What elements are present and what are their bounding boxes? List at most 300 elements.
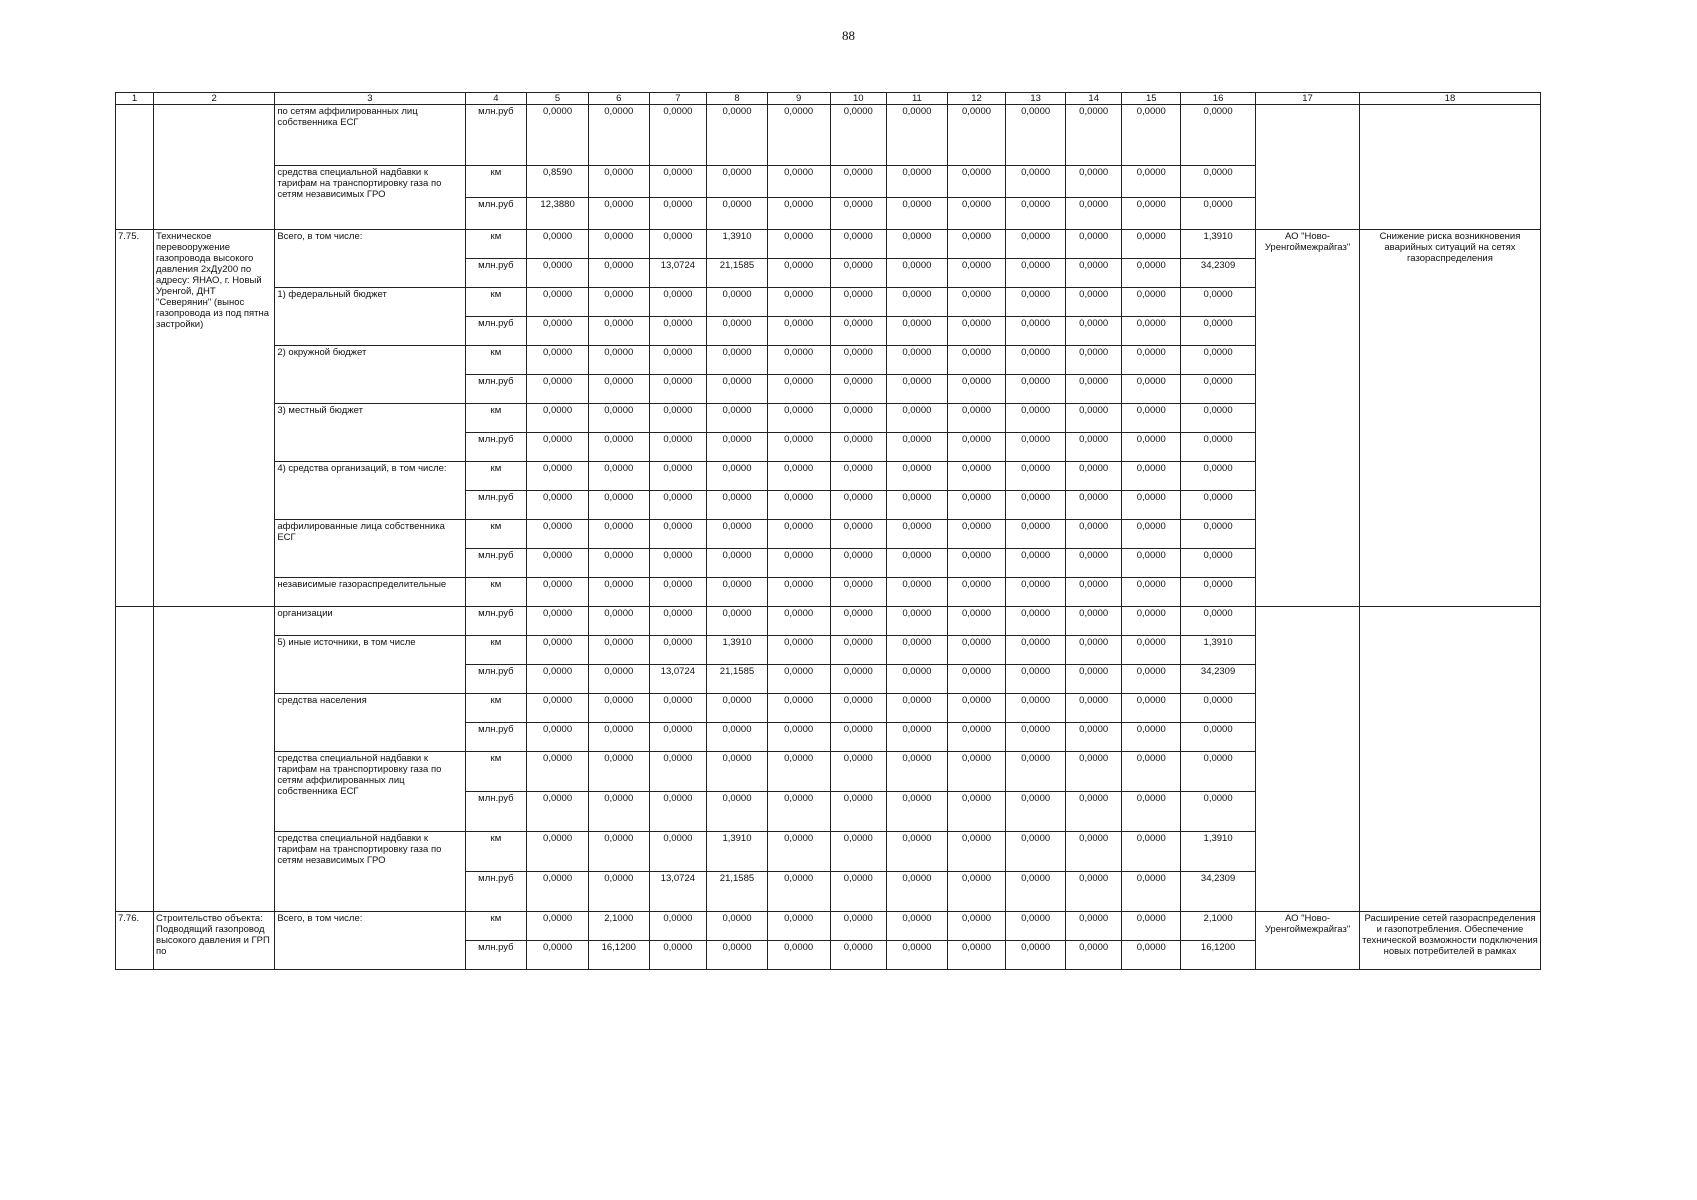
value-cell: 0,0000: [830, 317, 887, 346]
column-header-9: 9: [767, 93, 830, 105]
funding-source-label: 4) средства организаций, в том числе:: [275, 462, 465, 520]
value-cell: 0,0000: [1122, 607, 1181, 636]
column-header-4: 4: [465, 93, 527, 105]
value-cell: 0,0000: [947, 665, 1006, 694]
value-cell: 0,0000: [947, 912, 1006, 941]
unit-cell: км: [465, 832, 527, 872]
column-header-16: 16: [1181, 93, 1256, 105]
value-cell: 0,0000: [527, 491, 589, 520]
value-cell: 0,0000: [1065, 912, 1122, 941]
value-cell: 0,0000: [1006, 375, 1066, 404]
value-cell: 0,0000: [947, 792, 1006, 832]
value-cell: 0,0000: [1006, 433, 1066, 462]
value-cell: 0,0000: [887, 872, 948, 912]
unit-cell: км: [465, 288, 527, 317]
value-cell: 0,0000: [1006, 941, 1066, 970]
funding-source-label: средства населения: [275, 694, 465, 752]
value-cell: 0,0000: [527, 578, 589, 607]
value-cell: 0,0000: [527, 433, 589, 462]
value-cell: 0,0000: [1122, 832, 1181, 872]
value-cell: 0,0000: [767, 832, 830, 872]
value-cell: 0,0000: [947, 433, 1006, 462]
value-cell: 0,0000: [1122, 462, 1181, 491]
value-cell: 21,1585: [707, 665, 768, 694]
value-cell: 0,0000: [887, 723, 948, 752]
unit-cell: км: [465, 752, 527, 792]
unit-cell: млн.руб: [465, 941, 527, 970]
unit-cell: млн.руб: [465, 317, 527, 346]
item-name: Строительство объекта: Подводящий газопровод высокого давления и ГРП по: [154, 912, 275, 970]
value-cell: 13,0724: [649, 259, 707, 288]
value-cell: 0,0000: [1122, 549, 1181, 578]
value-cell: 0,0000: [887, 520, 948, 549]
value-cell: 0,0000: [707, 317, 768, 346]
value-cell: 0,0000: [1065, 433, 1122, 462]
value-cell: 0,0000: [588, 317, 649, 346]
value-cell: 0,0000: [1006, 230, 1066, 259]
value-cell: 0,0000: [707, 607, 768, 636]
table-row: [116, 230, 1541, 259]
value-cell: 0,0000: [830, 941, 887, 970]
value-cell: 0,0000: [830, 578, 887, 607]
value-cell: 0,0000: [830, 105, 887, 166]
column-header-1: 1: [116, 93, 154, 105]
value-cell: 16,1200: [588, 941, 649, 970]
value-cell: 0,0000: [887, 549, 948, 578]
funding-source-label: 5) иные источники, в том числе: [275, 636, 465, 694]
column-header-15: 15: [1122, 93, 1181, 105]
value-cell: 0,0000: [1122, 198, 1181, 230]
value-cell: 0,0000: [830, 491, 887, 520]
value-cell: 0,0000: [830, 259, 887, 288]
value-cell: 0,0000: [947, 941, 1006, 970]
value-cell: 0,0000: [947, 607, 1006, 636]
value-cell: 0,0000: [830, 752, 887, 792]
expected-result: Расширение сетей газораспределения и газопотребления. Обеспечение технической возможности подключения новых потребителей в рамках: [1359, 912, 1540, 970]
value-cell: 0,0000: [767, 694, 830, 723]
unit-cell: км: [465, 912, 527, 941]
value-cell: 0,0000: [1122, 723, 1181, 752]
value-cell: 0,0000: [588, 636, 649, 665]
value-cell: 0,0000: [527, 288, 589, 317]
item-name: [154, 607, 275, 912]
value-cell: 0,0000: [1006, 288, 1066, 317]
value-cell: 0,0000: [947, 578, 1006, 607]
value-cell: 0,0000: [588, 346, 649, 375]
value-cell: 0,0000: [527, 105, 589, 166]
value-cell: 0,0000: [1006, 520, 1066, 549]
value-cell: 0,0000: [887, 346, 948, 375]
unit-cell: км: [465, 520, 527, 549]
value-cell: 0,0000: [1065, 375, 1122, 404]
value-cell: 0,0000: [1006, 752, 1066, 792]
value-cell: 0,0000: [527, 346, 589, 375]
value-cell: 0,0000: [947, 872, 1006, 912]
value-cell: 0,0000: [767, 792, 830, 832]
funding-source-label: по сетям аффилированных лиц собственника ЕСГ: [275, 105, 465, 166]
value-cell: 0,0000: [1181, 105, 1256, 166]
value-cell: 16,1200: [1181, 941, 1256, 970]
column-header-5: 5: [527, 93, 589, 105]
value-cell: 0,0000: [1122, 259, 1181, 288]
value-cell: 0,0000: [588, 665, 649, 694]
value-cell: 0,0000: [527, 549, 589, 578]
value-cell: 0,0000: [887, 636, 948, 665]
value-cell: 0,0000: [767, 433, 830, 462]
value-cell: 0,0000: [1065, 665, 1122, 694]
column-header-18: 18: [1359, 93, 1540, 105]
funding-source-label: независимые газораспределительные: [275, 578, 465, 607]
item-number: 7.75.: [116, 230, 154, 607]
value-cell: 0,0000: [887, 491, 948, 520]
value-cell: 0,0000: [707, 941, 768, 970]
column-header-10: 10: [830, 93, 887, 105]
column-header-17: 17: [1256, 93, 1360, 105]
value-cell: 0,0000: [649, 694, 707, 723]
value-cell: 0,0000: [1122, 792, 1181, 832]
value-cell: 34,2309: [1181, 259, 1256, 288]
value-cell: 0,0000: [830, 607, 887, 636]
unit-cell: км: [465, 462, 527, 491]
value-cell: 0,0000: [649, 520, 707, 549]
value-cell: 0,0000: [947, 259, 1006, 288]
value-cell: 0,0000: [1006, 462, 1066, 491]
value-cell: 0,0000: [767, 665, 830, 694]
value-cell: 0,0000: [1006, 166, 1066, 198]
value-cell: 0,0000: [707, 752, 768, 792]
value-cell: 0,0000: [588, 694, 649, 723]
value-cell: 0,0000: [947, 491, 1006, 520]
value-cell: 0,0000: [767, 491, 830, 520]
value-cell: 0,0000: [707, 491, 768, 520]
value-cell: 0,0000: [649, 549, 707, 578]
value-cell: 0,0000: [830, 230, 887, 259]
value-cell: 0,0000: [1006, 346, 1066, 375]
value-cell: 0,0000: [1122, 872, 1181, 912]
value-cell: 0,0000: [947, 404, 1006, 433]
value-cell: 0,0000: [527, 941, 589, 970]
value-cell: 0,0000: [1122, 694, 1181, 723]
investment-program-table: [115, 92, 1541, 970]
value-cell: 0,0000: [767, 723, 830, 752]
column-header-2: 2: [154, 93, 275, 105]
value-cell: 2,1000: [1181, 912, 1256, 941]
value-cell: 0,0000: [588, 520, 649, 549]
value-cell: 0,0000: [767, 462, 830, 491]
value-cell: 0,0000: [649, 792, 707, 832]
value-cell: 21,1585: [707, 259, 768, 288]
column-header-8: 8: [707, 93, 768, 105]
value-cell: 0,0000: [649, 462, 707, 491]
value-cell: 0,0000: [1065, 105, 1122, 166]
value-cell: 0,0000: [527, 317, 589, 346]
value-cell: 0,0000: [887, 288, 948, 317]
value-cell: 0,0000: [649, 198, 707, 230]
value-cell: 0,0000: [1065, 491, 1122, 520]
value-cell: 0,0000: [527, 520, 589, 549]
value-cell: 0,0000: [1065, 578, 1122, 607]
value-cell: 0,0000: [1122, 105, 1181, 166]
value-cell: 0,0000: [887, 578, 948, 607]
value-cell: 0,0000: [1181, 346, 1256, 375]
value-cell: 0,0000: [947, 752, 1006, 792]
table-row: [116, 912, 1541, 941]
executor-org: [1256, 105, 1360, 230]
value-cell: 0,0000: [830, 665, 887, 694]
value-cell: 0,0000: [588, 288, 649, 317]
value-cell: 0,0000: [1181, 433, 1256, 462]
unit-cell: км: [465, 578, 527, 607]
value-cell: 0,0000: [830, 462, 887, 491]
value-cell: 0,0000: [527, 912, 589, 941]
value-cell: 0,0000: [1065, 346, 1122, 375]
value-cell: 0,0000: [1181, 375, 1256, 404]
funding-source-label: Всего, в том числе:: [275, 912, 465, 970]
unit-cell: млн.руб: [465, 792, 527, 832]
value-cell: 0,0000: [707, 520, 768, 549]
value-cell: 0,0000: [1065, 694, 1122, 723]
unit-cell: млн.руб: [465, 723, 527, 752]
value-cell: 0,0000: [1181, 198, 1256, 230]
value-cell: 0,0000: [588, 607, 649, 636]
value-cell: 0,0000: [588, 230, 649, 259]
value-cell: 0,0000: [830, 832, 887, 872]
value-cell: 0,0000: [1006, 912, 1066, 941]
value-cell: 0,0000: [830, 694, 887, 723]
value-cell: 0,0000: [1122, 230, 1181, 259]
value-cell: 0,0000: [1006, 607, 1066, 636]
value-cell: 0,0000: [767, 230, 830, 259]
value-cell: 0,0000: [1065, 636, 1122, 665]
value-cell: 0,0000: [947, 230, 1006, 259]
value-cell: 0,0000: [1065, 832, 1122, 872]
value-cell: 0,0000: [527, 259, 589, 288]
value-cell: 0,0000: [707, 433, 768, 462]
value-cell: 0,0000: [649, 105, 707, 166]
value-cell: 0,0000: [527, 462, 589, 491]
value-cell: 1,3910: [707, 832, 768, 872]
value-cell: 0,0000: [588, 105, 649, 166]
funding-source-label: средства специальной надбавки к тарифам на транспортировку газа по сетям независимых ГРО: [275, 832, 465, 912]
value-cell: 0,0000: [707, 549, 768, 578]
value-cell: 0,0000: [767, 317, 830, 346]
value-cell: 0,0000: [707, 198, 768, 230]
unit-cell: млн.руб: [465, 607, 527, 636]
value-cell: 0,0000: [767, 105, 830, 166]
value-cell: 0,0000: [588, 723, 649, 752]
value-cell: 0,0000: [1006, 636, 1066, 665]
value-cell: 0,0000: [767, 346, 830, 375]
value-cell: 0,0000: [947, 832, 1006, 872]
value-cell: 0,0000: [1122, 491, 1181, 520]
value-cell: 0,0000: [527, 375, 589, 404]
value-cell: 0,0000: [887, 694, 948, 723]
column-header-14: 14: [1065, 93, 1122, 105]
value-cell: 0,0000: [707, 792, 768, 832]
value-cell: 0,0000: [767, 198, 830, 230]
value-cell: 0,0000: [1181, 752, 1256, 792]
value-cell: 0,0000: [767, 259, 830, 288]
value-cell: 0,0000: [1181, 317, 1256, 346]
value-cell: 0,0000: [830, 520, 887, 549]
value-cell: 0,0000: [887, 259, 948, 288]
value-cell: 0,0000: [707, 166, 768, 198]
value-cell: 0,0000: [830, 404, 887, 433]
value-cell: 0,0000: [887, 375, 948, 404]
value-cell: 0,0000: [527, 607, 589, 636]
value-cell: 0,0000: [588, 198, 649, 230]
value-cell: 0,0000: [1181, 694, 1256, 723]
value-cell: 0,0000: [1181, 491, 1256, 520]
value-cell: 0,0000: [887, 198, 948, 230]
executor-org: [1256, 607, 1360, 912]
value-cell: 0,0000: [1122, 912, 1181, 941]
value-cell: 0,0000: [887, 752, 948, 792]
value-cell: 1,3910: [707, 636, 768, 665]
value-cell: 0,0000: [947, 636, 1006, 665]
value-cell: 1,3910: [1181, 636, 1256, 665]
value-cell: 0,0000: [649, 230, 707, 259]
value-cell: 0,0000: [1065, 166, 1122, 198]
value-cell: 0,0000: [1181, 288, 1256, 317]
item-number: 7.76.: [116, 912, 154, 970]
value-cell: 0,0000: [527, 694, 589, 723]
value-cell: 0,0000: [1006, 549, 1066, 578]
value-cell: 0,0000: [588, 578, 649, 607]
value-cell: 0,0000: [767, 166, 830, 198]
value-cell: 0,0000: [947, 105, 1006, 166]
value-cell: 0,0000: [588, 549, 649, 578]
column-header-11: 11: [887, 93, 948, 105]
value-cell: 0,0000: [1065, 872, 1122, 912]
value-cell: 0,0000: [887, 166, 948, 198]
table-body: [116, 93, 1541, 970]
unit-cell: млн.руб: [465, 375, 527, 404]
funding-source-label: аффилированные лица собственника ЕСГ: [275, 520, 465, 578]
column-header-7: 7: [649, 93, 707, 105]
value-cell: 0,0000: [707, 912, 768, 941]
value-cell: 0,0000: [649, 404, 707, 433]
value-cell: 0,0000: [830, 636, 887, 665]
value-cell: 0,0000: [1065, 288, 1122, 317]
funding-source-label: средства специальной надбавки к тарифам на транспортировку газа по сетям аффилированных лиц собственника ЕСГ: [275, 752, 465, 832]
value-cell: 0,0000: [527, 665, 589, 694]
value-cell: 0,0000: [767, 872, 830, 912]
value-cell: 0,0000: [1122, 317, 1181, 346]
unit-cell: км: [465, 166, 527, 198]
value-cell: 0,0000: [1122, 520, 1181, 549]
value-cell: 0,0000: [1122, 752, 1181, 792]
value-cell: 0,0000: [767, 520, 830, 549]
value-cell: 34,2309: [1181, 665, 1256, 694]
funding-source-label: средства специальной надбавки к тарифам на транспортировку газа по сетям независимых ГРО: [275, 166, 465, 230]
value-cell: 0,0000: [1065, 198, 1122, 230]
value-cell: 0,0000: [1006, 105, 1066, 166]
value-cell: 0,0000: [830, 198, 887, 230]
value-cell: 34,2309: [1181, 872, 1256, 912]
unit-cell: км: [465, 694, 527, 723]
value-cell: 0,0000: [1181, 607, 1256, 636]
value-cell: 0,0000: [649, 346, 707, 375]
table-row: [116, 607, 1541, 636]
value-cell: 0,0000: [830, 346, 887, 375]
value-cell: 0,0000: [527, 723, 589, 752]
value-cell: 0,0000: [707, 723, 768, 752]
value-cell: 0,0000: [588, 166, 649, 198]
value-cell: 0,0000: [767, 375, 830, 404]
value-cell: 0,0000: [1122, 404, 1181, 433]
item-number: [116, 105, 154, 230]
value-cell: 0,0000: [887, 230, 948, 259]
value-cell: 0,0000: [947, 166, 1006, 198]
value-cell: 0,0000: [1181, 404, 1256, 433]
value-cell: 0,0000: [588, 872, 649, 912]
funding-source-label: 3) местный бюджет: [275, 404, 465, 462]
value-cell: 0,0000: [1181, 166, 1256, 198]
value-cell: 0,0000: [588, 491, 649, 520]
value-cell: 0,0000: [588, 404, 649, 433]
value-cell: 0,0000: [1006, 198, 1066, 230]
value-cell: 0,0000: [1181, 578, 1256, 607]
value-cell: 0,0000: [887, 832, 948, 872]
value-cell: 0,0000: [767, 578, 830, 607]
table-row: [116, 105, 1541, 166]
unit-cell: млн.руб: [465, 259, 527, 288]
funding-source-label: Всего, в том числе:: [275, 230, 465, 288]
value-cell: 0,0000: [649, 912, 707, 941]
value-cell: 0,0000: [707, 578, 768, 607]
value-cell: 0,0000: [707, 694, 768, 723]
value-cell: 0,0000: [830, 549, 887, 578]
value-cell: 0,0000: [1122, 578, 1181, 607]
value-cell: 0,0000: [588, 832, 649, 872]
value-cell: 0,0000: [1065, 259, 1122, 288]
column-header-3: 3: [275, 93, 465, 105]
unit-cell: км: [465, 230, 527, 259]
value-cell: 0,0000: [1181, 520, 1256, 549]
executor-org: АО "Ново-Уренгоймежрайгаз": [1256, 912, 1360, 970]
value-cell: 1,3910: [1181, 230, 1256, 259]
value-cell: 0,0000: [1065, 462, 1122, 491]
value-cell: 0,0000: [1181, 549, 1256, 578]
funding-source-label: 1) федеральный бюджет: [275, 288, 465, 346]
unit-cell: км: [465, 346, 527, 375]
column-header-13: 13: [1006, 93, 1066, 105]
value-cell: 0,0000: [947, 317, 1006, 346]
value-cell: 0,0000: [707, 404, 768, 433]
value-cell: 0,0000: [830, 433, 887, 462]
page-number: 88: [842, 28, 855, 43]
value-cell: 0,0000: [1006, 872, 1066, 912]
value-cell: 0,0000: [767, 404, 830, 433]
value-cell: 1,3910: [1181, 832, 1256, 872]
value-cell: 0,0000: [1122, 665, 1181, 694]
value-cell: 0,0000: [527, 404, 589, 433]
value-cell: 0,0000: [767, 288, 830, 317]
value-cell: 13,0724: [649, 665, 707, 694]
value-cell: 0,0000: [830, 872, 887, 912]
value-cell: 0,0000: [1065, 317, 1122, 346]
value-cell: 0,0000: [649, 607, 707, 636]
value-cell: 0,0000: [767, 607, 830, 636]
value-cell: 1,3910: [707, 230, 768, 259]
unit-cell: млн.руб: [465, 491, 527, 520]
value-cell: 0,0000: [649, 288, 707, 317]
value-cell: 0,0000: [767, 941, 830, 970]
value-cell: 0,0000: [649, 317, 707, 346]
value-cell: 13,0724: [649, 872, 707, 912]
value-cell: 0,0000: [887, 462, 948, 491]
